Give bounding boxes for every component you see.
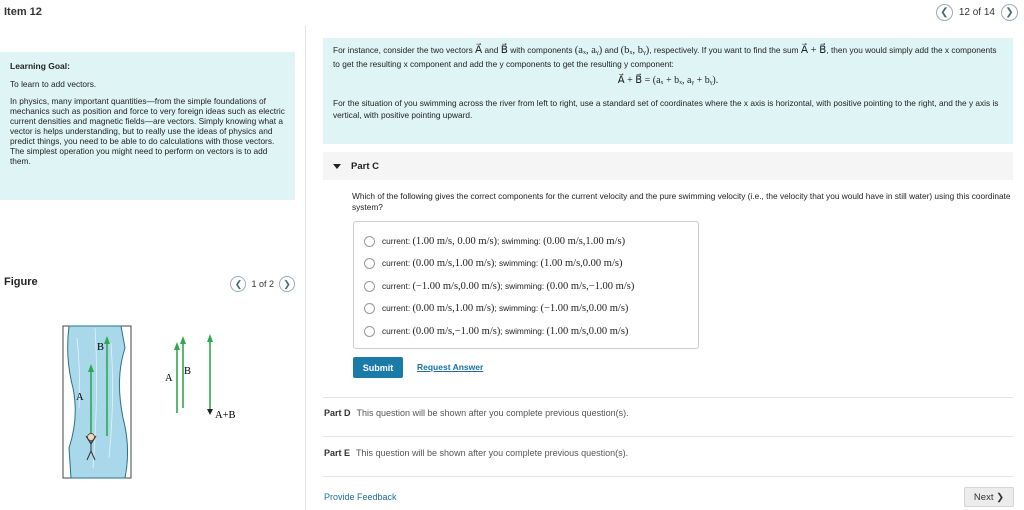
provide-feedback-link[interactable]: Provide Feedback: [324, 492, 397, 502]
vector-a-symbol: A⃗: [475, 45, 483, 56]
item-pager-text: 12 of 14: [958, 7, 995, 18]
learning-goal-subtitle: To learn to add vectors.: [10, 79, 97, 90]
radio-button[interactable]: [364, 258, 375, 269]
item-title: Item 12: [4, 6, 42, 18]
option-label: current: (0.00 m/s,−1.00 m/s); swimming: (1.00 m/s,0.00 m/s): [382, 325, 629, 337]
intro-paragraph-2: For the situation of you swimming across the river from left to right, use a standard set of coordinates where the x axis is horizontal, with positive pointing to the right, and the y axis is vertical, with positive pointing upward.: [333, 98, 999, 120]
chevron-right-icon: ❯: [283, 278, 291, 289]
intro-text: and: [482, 45, 501, 55]
learning-goal-body: In physics, many important quantities—from the simple foundations of mechanics such as position and force to very foreign ideas such as electric current densities and magnetic fields—are vectors. Simply knowing what a vector is helps understanding, but to really use the ideas of physics and predict things, you need to be able to do calculations with those vectors. The simplest operation you might need to perform on vectors is to add them.: [10, 96, 285, 166]
part-e-label: Part E: [324, 448, 351, 458]
option-label: current: (0.00 m/s,1.00 m/s); swimming: (1.00 m/s,0.00 m/s): [382, 258, 623, 270]
part-d-label: Part D: [324, 408, 351, 418]
river-label-b: B: [97, 342, 105, 353]
option-label: current: (0.00 m/s,1.00 m/s); swimming: (−1.00 m/s,0.00 m/s): [382, 303, 629, 315]
next-figure-button[interactable]: [279, 276, 295, 292]
vector-sum-tail-marker: [207, 409, 213, 415]
request-answer-link[interactable]: Request Answer: [417, 362, 484, 372]
chevron-left-icon: ❮: [234, 278, 243, 289]
answer-option[interactable]: [364, 253, 698, 276]
answer-option[interactable]: [364, 230, 698, 253]
intro-text: with components: [507, 45, 575, 55]
vector-sum-arrowhead: [207, 334, 213, 342]
answer-option[interactable]: [364, 275, 698, 298]
intro-paragraph-1: [333, 44, 1003, 70]
option-label: current: (−1.00 m/s,0.00 m/s); swimming: (0.00 m/s,−1.00 m/s): [382, 280, 635, 292]
intro-text: , then you would simply add the x components to get the resulting x component and add the y components to get the resulting y component:: [333, 45, 997, 69]
answer-option[interactable]: [364, 298, 698, 321]
label-a: A: [165, 373, 173, 384]
next-label: Next: [973, 491, 994, 503]
part-c-header[interactable]: [323, 152, 1013, 180]
previous-item-button[interactable]: [936, 4, 953, 21]
column-divider: [305, 26, 306, 510]
divider: [323, 476, 1013, 477]
sum-equation: A⃗ + B⃗ = (aₓ + bₓ, aᵧ + bᵧ).: [617, 75, 719, 87]
part-e-text: This question will be shown after you complete previous question(s).: [356, 448, 629, 458]
top-bar: [0, 0, 1024, 26]
radio-button[interactable]: [364, 236, 375, 247]
part-d-text: This question will be shown after you complete previous question(s).: [356, 408, 629, 418]
option-label: current: (1.00 m/s, 0.00 m/s); swimming: (0.00 m/s,1.00 m/s): [382, 235, 626, 247]
radio-button[interactable]: [364, 281, 375, 292]
part-c-question: Which of the following gives the correct components for the current velocity and the pure swimming velocity (i.e., the velocity that you would have in still water) using this coordinate system?: [352, 191, 1011, 213]
figure-title: Figure: [4, 276, 38, 288]
divider: [323, 397, 1013, 398]
figure-header: [4, 276, 295, 292]
river-vector-figure: [55, 318, 245, 483]
item-pager: [936, 4, 1018, 21]
chevron-right-icon: ❯: [996, 491, 1005, 503]
part-e-row: [324, 448, 628, 458]
next-item-button[interactable]: [1001, 4, 1018, 21]
submit-button[interactable]: Submit: [353, 357, 403, 378]
vector-sum-symbol: A⃗ + B⃗: [800, 45, 827, 56]
collapse-triangle-icon: [333, 164, 341, 169]
part-d-row: [324, 408, 629, 418]
intro-text: , respectively. If you want to find the sum: [649, 45, 801, 55]
label-sum: A+B: [215, 410, 236, 421]
answer-option[interactable]: [364, 320, 698, 343]
chevron-left-icon: ❮: [940, 7, 949, 18]
intro-text: and: [602, 45, 621, 55]
next-button[interactable]: [964, 487, 1014, 507]
answer-options: [353, 221, 699, 349]
figure-pager: [230, 276, 295, 292]
label-b: B: [184, 366, 192, 377]
vector-b-symbol: B⃗: [500, 45, 508, 56]
radio-button[interactable]: [364, 326, 375, 337]
intro-panel: [323, 38, 1013, 144]
components-b: (bₓ, bᵧ): [620, 45, 650, 56]
divider: [323, 436, 1013, 437]
figure-pager-text: 1 of 2: [251, 279, 274, 289]
components-a: (aₓ, aᵧ): [574, 45, 603, 56]
learning-goal-panel: [0, 52, 295, 200]
vector-b-arrowhead: [180, 336, 186, 344]
river-label-a: A: [76, 392, 84, 403]
part-c-title: Part C: [351, 160, 379, 172]
previous-figure-button[interactable]: [230, 276, 246, 292]
vector-a-arrowhead: [174, 342, 180, 350]
learning-goal-title: Learning Goal:: [10, 61, 70, 71]
intro-text: For instance, consider the two vectors: [333, 45, 476, 55]
chevron-right-icon: ❯: [1005, 7, 1014, 18]
radio-button[interactable]: [364, 303, 375, 314]
